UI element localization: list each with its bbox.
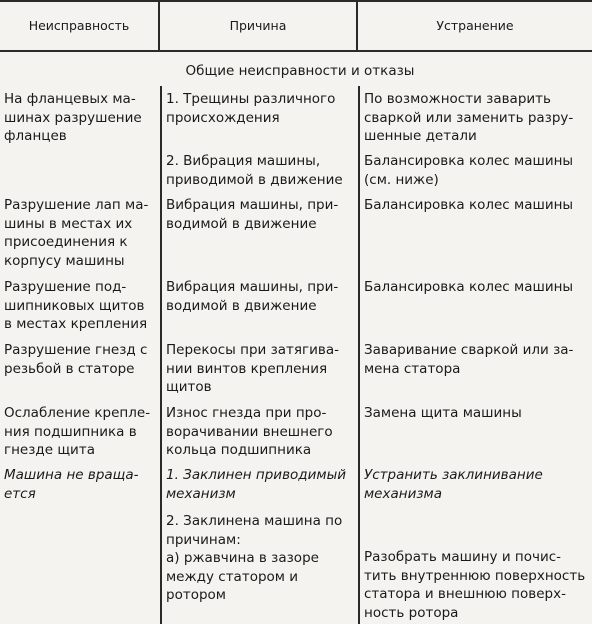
- fix-cell: Замена щита машины: [364, 405, 522, 421]
- fault-cell: Разрушение лап ма- шины в местах их присоединения к корпусу машины: [4, 197, 149, 269]
- fault-cell: Ослабление крепле- ния подшипника в гнезде щита: [4, 405, 151, 458]
- cause-cell: Вибрация машины, при- водимой в движение: [166, 197, 339, 232]
- column-divider-1-body: [160, 86, 162, 624]
- fix-cell: Балансировка колес машины: [364, 197, 574, 213]
- fix-cell: По возможности заварить сваркой или заменить разру- шенные детали: [364, 91, 574, 144]
- cause-cell: 2. Вибрация машины, приводимой в движение: [166, 153, 343, 188]
- fix-cell: Балансировка колес машины: [364, 279, 574, 295]
- cause-cell: Перекосы при затягива- нии винтов крепления щитов: [166, 342, 339, 395]
- header-fix: Устранение: [436, 18, 514, 33]
- fault-cell: Разрушение под- шипниковых щитов в местах крепления: [4, 279, 148, 332]
- column-divider-2-body: [358, 86, 360, 624]
- header-bottom-border: [0, 50, 592, 52]
- cause-cell: Износ гнезда при про- ворачивании внешнего кольца подшипника: [166, 405, 333, 458]
- section-title: Общие неисправности и отказы: [185, 63, 415, 79]
- fix-cell: Устранить заклинивание механизма: [364, 467, 543, 502]
- cause-cell: Вибрация машины, при- водимой в движение: [166, 279, 339, 314]
- cause-cell: 2. Заклинена машина по причинам: а) ржавчина в зазоре между статором и ротором: [166, 513, 343, 603]
- fix-cell: Балансировка колес машины (см. ниже): [364, 153, 574, 188]
- fault-cell: На фланцевых ма- шинах разрушение фланцев: [4, 91, 142, 144]
- fix-cell: Разобрать машину и почис- тить внутреннюю поверхность статора и внешнюю поверх- ность ротора: [364, 549, 586, 621]
- fault-cell: Машина не враща- ется: [4, 467, 139, 502]
- cause-cell: 1. Заклинен приводимый механизм: [166, 467, 347, 502]
- header-cause: Причина: [229, 18, 287, 33]
- cause-cell: 1. Трещины различного происхождения: [166, 91, 336, 126]
- table-top-border: [0, 0, 592, 2]
- fault-cell: Разрушение гнезд с резьбой в статоре: [4, 342, 148, 377]
- header-fault: Неисправность: [28, 18, 130, 33]
- fix-cell: Заваривание сваркой или за- мена статора: [364, 342, 574, 377]
